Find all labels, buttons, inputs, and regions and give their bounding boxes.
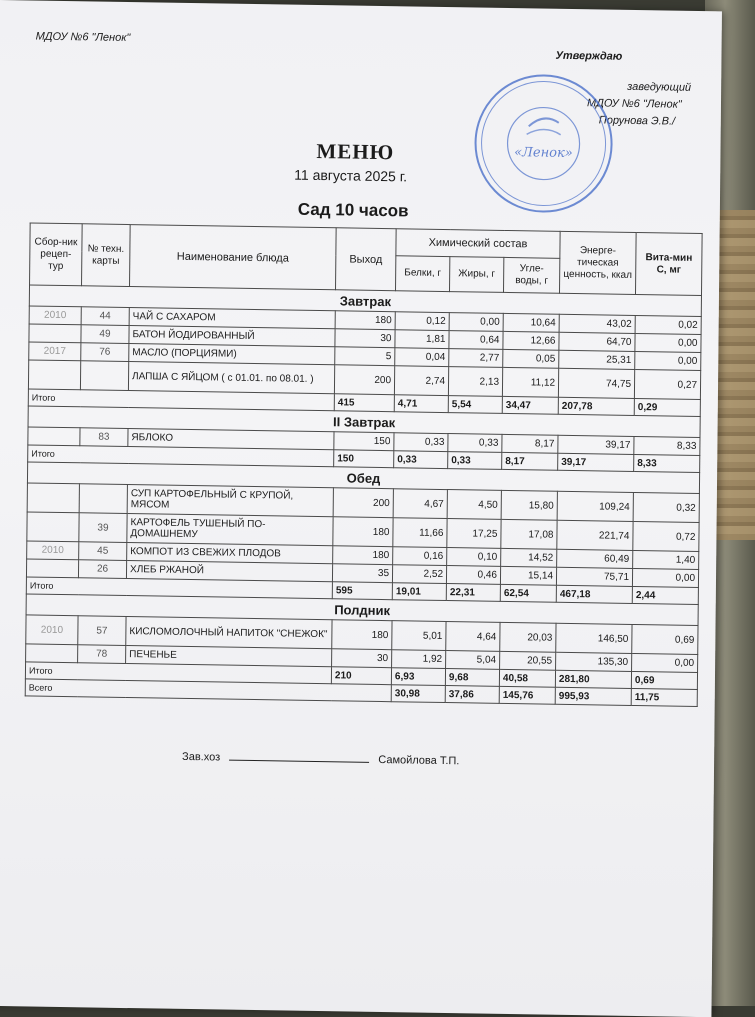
official-stamp	[468, 67, 620, 219]
cell-dish: ЛАПША С ЯЙЦОМ ( с 01.01. по 08.01. )	[128, 362, 334, 394]
grand-total-label: Всего	[25, 679, 391, 702]
cell-dish: ПЕЧЕНЬЕ	[126, 646, 332, 667]
cell-carbs: 14,52	[501, 548, 557, 567]
cell-energy: 109,24	[557, 491, 633, 521]
cell-output: 30	[332, 649, 392, 668]
approve-name: Порунова Э.В./	[598, 114, 676, 128]
cell-sbornik: 2010	[26, 615, 78, 645]
cell-energy: 467,18	[556, 585, 632, 603]
section-title: Полдник	[26, 594, 698, 626]
cell-vitamin: 0,27	[634, 369, 700, 399]
cell-sbornik	[28, 427, 80, 446]
table-header-row	[30, 223, 702, 261]
org-name: МДОУ №6 "Ленок"	[35, 30, 131, 45]
cell-tech	[80, 361, 128, 391]
signature-blank	[229, 750, 369, 763]
cell-carbs: 17,08	[501, 519, 557, 549]
cell-fat: 0,64	[449, 331, 503, 350]
col-protein: Белки, г	[395, 256, 449, 292]
cell-protein: 4,71	[394, 395, 448, 413]
cell-fat: 17,25	[447, 519, 501, 549]
cell-fat: 0,46	[446, 566, 500, 585]
cell-dish: СУП КАРТОФЕЛЬНЫЙ С КРУПОЙ, МЯСОМ	[127, 485, 333, 517]
col-energy: Энерге-тическая ценность, ккал	[560, 231, 637, 294]
cell-fat: 4,50	[447, 490, 501, 520]
cell-fat: 0,00	[449, 313, 503, 332]
cell-output: 180	[332, 620, 392, 650]
signature-name: Самойлова Т.П.	[378, 753, 460, 768]
subtotal-label: Итого	[28, 445, 334, 467]
cell-fat: 2,77	[449, 349, 503, 368]
col-fat: Жиры, г	[449, 257, 503, 293]
section-title: II Завтрак	[28, 406, 700, 438]
cell-dish: КАРТОФЕЛЬ ТУШЕНЫЙ ПО-ДОМАШНЕМУ	[127, 514, 333, 546]
cell-protein: 11,66	[393, 518, 447, 548]
cell-sbornik: 2017	[29, 342, 81, 361]
cell-energy: 74,75	[558, 368, 634, 398]
cell-dish: КОМПОТ ИЗ СВЕЖИХ ПЛОДОВ	[127, 543, 333, 564]
approve-org: МДОУ №6 "Ленок"	[586, 97, 682, 111]
col-chem-group: Химический состав	[396, 229, 560, 259]
cell-output: 200	[333, 488, 393, 518]
cell-energy: 135,30	[556, 652, 632, 671]
cell-carbs: 15,80	[501, 490, 557, 520]
cell-tech: 76	[81, 343, 129, 362]
cell-sbornik	[26, 559, 78, 578]
col-sbornik: Сбор-ник рецеп-тур	[30, 223, 83, 286]
cell-dish: ХЛЕБ РЖАНОЙ	[126, 561, 332, 582]
cell-dish: ЧАЙ С САХАРОМ	[129, 308, 335, 329]
cell-protein: 2,52	[392, 565, 446, 584]
cell-carbs: 20,55	[500, 651, 556, 670]
cell-energy: 39,17	[558, 435, 634, 454]
cell-output: 150	[334, 450, 394, 468]
cell-vitamin: 0,00	[635, 333, 701, 352]
cell-fat: 37,86	[445, 686, 499, 704]
cell-protein: 6,93	[391, 668, 445, 686]
signature-role: Зав.хоз	[182, 750, 221, 764]
cell-carbs: 20,03	[500, 622, 556, 652]
cell-vitamin: 0,72	[633, 521, 699, 551]
cell-carbs: 40,58	[499, 669, 555, 687]
cell-vitamin: 0,32	[633, 492, 699, 522]
cell-vitamin: 2,44	[632, 586, 698, 604]
cell-protein: 0,33	[394, 433, 448, 452]
subtotal-label: Итого	[28, 389, 334, 411]
cell-output: 150	[334, 432, 394, 451]
cell-carbs: 11,12	[502, 367, 558, 397]
cell-vitamin: 8,33	[634, 436, 700, 455]
cell-vitamin: 0,69	[631, 671, 697, 689]
approve-role: заведующий	[627, 80, 692, 94]
cell-output: 35	[332, 564, 392, 583]
cell-vitamin: 0,00	[635, 351, 701, 370]
cell-output: 200	[334, 365, 394, 395]
cell-sbornik	[26, 644, 78, 663]
cell-energy: 221,74	[557, 520, 633, 550]
cell-vitamin: 0,29	[634, 398, 700, 416]
menu-subtitle: Сад 10 часов	[297, 199, 409, 221]
cell-vitamin: 0,02	[635, 315, 701, 334]
cell-energy: 207,78	[558, 397, 634, 415]
cell-protein: 30,98	[391, 685, 445, 703]
page-title: МЕНЮ	[316, 138, 395, 165]
cell-fat: 0,33	[448, 452, 502, 470]
cell-carbs: 12,66	[503, 331, 559, 350]
cell-output: 30	[335, 329, 395, 348]
cell-sbornik	[29, 324, 81, 343]
cell-vitamin: 0,00	[632, 568, 698, 587]
subtotal-label: Итого	[25, 662, 331, 684]
cell-carbs: 8,17	[502, 452, 558, 470]
cell-tech: 57	[78, 616, 126, 646]
cell-energy: 75,71	[556, 567, 632, 586]
approve-title: Утверждаю	[555, 49, 623, 63]
cell-energy: 995,93	[555, 687, 631, 705]
cell-output: 5	[335, 347, 395, 366]
cell-carbs: 15,14	[500, 566, 556, 585]
cell-carbs: 62,54	[500, 584, 556, 602]
col-output: Выход	[336, 228, 397, 291]
cell-output: 180	[335, 311, 395, 330]
cell-dish: КИСЛОМОЛОЧНЫЙ НАПИТОК "СНЕЖОК"	[126, 617, 332, 649]
cell-protein: 4,67	[393, 489, 447, 519]
cell-vitamin: 8,33	[634, 454, 700, 472]
cell-carbs: 34,47	[502, 396, 558, 414]
cell-sbornik	[27, 483, 79, 513]
col-dish-name: Наименование блюда	[130, 225, 337, 290]
cell-vitamin: 1,40	[633, 550, 699, 569]
subtotal-label: Итого	[26, 577, 332, 599]
signature-line	[182, 749, 459, 767]
cell-protein: 0,16	[393, 547, 447, 566]
cell-protein: 0,04	[395, 348, 449, 367]
cell-fat: 0,33	[448, 434, 502, 453]
cell-energy: 281,80	[555, 670, 631, 688]
cell-protein: 5,01	[392, 621, 446, 651]
cell-sbornik	[27, 512, 79, 542]
cell-fat: 2,13	[448, 367, 502, 397]
cell-carbs: 145,76	[499, 686, 555, 704]
cell-output: 180	[333, 546, 393, 565]
cell-carbs: 10,64	[503, 313, 559, 332]
cell-energy: 64,70	[559, 332, 635, 351]
cell-energy: 60,49	[557, 549, 633, 568]
cell-tech: 44	[81, 307, 129, 326]
cell-sbornik: 2010	[29, 306, 81, 325]
section-title: Завтрак	[29, 285, 701, 317]
cell-protein: 0,12	[395, 312, 449, 331]
cell-fat: 5,54	[448, 396, 502, 414]
cell-vitamin: 0,00	[632, 653, 698, 672]
stamp-center-text: «Ленок»	[514, 145, 573, 162]
cell-tech: 26	[78, 560, 126, 579]
cell-vitamin: 0,69	[632, 624, 698, 654]
cell-protein: 19,01	[392, 583, 446, 601]
cell-output: 415	[334, 394, 394, 412]
cell-output: 180	[333, 517, 393, 547]
cell-tech	[79, 484, 127, 514]
cell-vitamin: 11,75	[631, 688, 697, 706]
cell-energy: 146,50	[556, 623, 632, 653]
cell-fat: 9,68	[445, 669, 499, 687]
cell-fat: 22,31	[446, 584, 500, 602]
cell-protein: 2,74	[394, 366, 448, 396]
cell-protein: 1,81	[395, 330, 449, 349]
cell-carbs: 0,05	[503, 349, 559, 368]
cell-energy: 25,31	[559, 350, 635, 369]
section-title: Обед	[27, 462, 699, 494]
cell-tech: 49	[81, 325, 129, 344]
cell-output: 210	[331, 667, 391, 685]
cell-output: 595	[332, 582, 392, 600]
menu-date: 11 августа 2025 г.	[294, 166, 408, 185]
menu-table	[25, 222, 703, 707]
cell-tech: 78	[78, 645, 126, 664]
col-vitamin-c: Вита-мин С, мг	[636, 233, 703, 296]
cell-protein: 0,33	[394, 451, 448, 469]
cell-dish: МАСЛО (ПОРЦИЯМИ)	[129, 344, 335, 365]
cell-sbornik: 2010	[27, 541, 79, 560]
cell-dish: БАТОН ЙОДИРОВАННЫЙ	[129, 326, 335, 347]
cell-fat: 4,64	[446, 622, 500, 652]
cell-fat: 5,04	[446, 651, 500, 670]
cell-protein: 1,92	[392, 650, 446, 669]
cell-energy: 39,17	[558, 453, 634, 471]
cell-sbornik	[28, 360, 80, 390]
col-carbs: Угле-воды, г	[503, 257, 559, 293]
cell-tech: 45	[79, 542, 127, 561]
cell-energy: 43,02	[559, 314, 635, 333]
cell-tech: 83	[80, 428, 128, 447]
cell-fat: 0,10	[447, 548, 501, 567]
cell-dish: ЯБЛОКО	[128, 429, 334, 450]
cell-carbs: 8,17	[502, 434, 558, 453]
cell-tech: 39	[79, 513, 127, 543]
col-tech-card: № техн. карты	[82, 224, 131, 287]
wood-background	[715, 210, 755, 540]
